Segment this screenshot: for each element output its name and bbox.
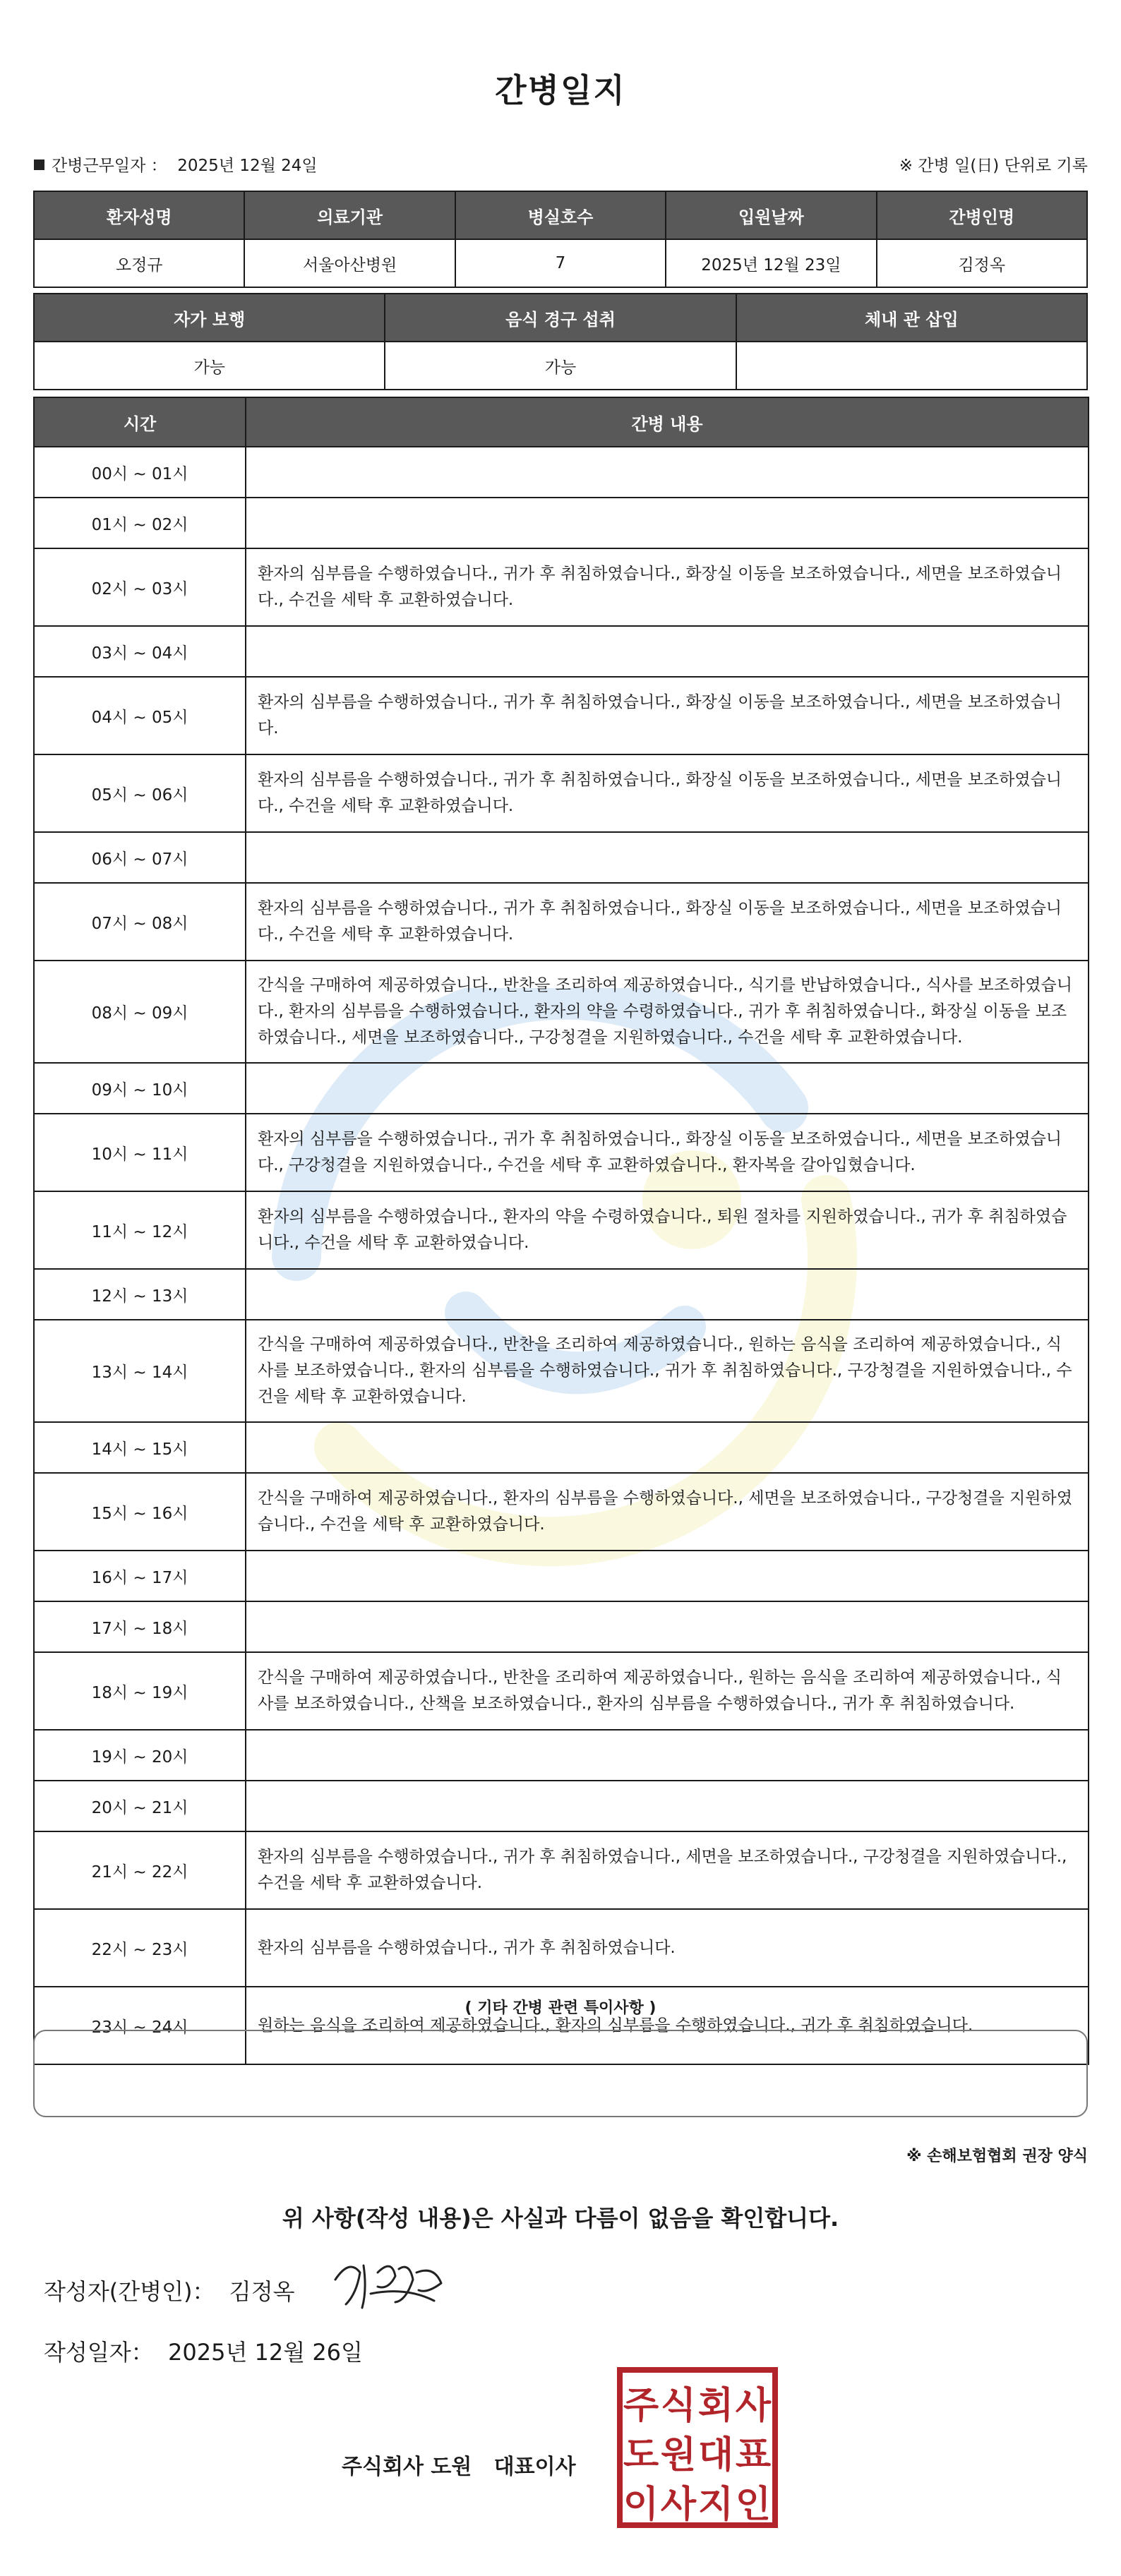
- work-date-line: [34, 152, 318, 176]
- log-row: [34, 447, 1089, 498]
- log-row: [34, 548, 1089, 626]
- log-time-cell: 04시 ~ 05시: [34, 677, 246, 754]
- info-header-row: [34, 191, 1087, 239]
- log-row: [34, 961, 1089, 1063]
- seal-character: 원: [660, 2434, 697, 2476]
- log-row: [34, 1422, 1089, 1473]
- log-content-cell: [246, 832, 1089, 883]
- unit-note: ※ 간병 일(日) 단위로 기록: [899, 157, 1088, 175]
- oral-intake-value: 가능: [385, 342, 736, 390]
- care-value-row: [34, 342, 1087, 390]
- header-room-number: 병실호수: [455, 191, 666, 239]
- log-time-cell: 19시 ~ 20시: [34, 1730, 246, 1781]
- self-walking-value: 가능: [34, 342, 385, 390]
- log-header-row: [34, 397, 1089, 447]
- hourly-care-log-table: [33, 397, 1089, 2065]
- log-row: [34, 1909, 1089, 1987]
- hospital-name: 서울아산병원: [244, 239, 455, 287]
- log-time-cell: 23시 ~ 24시: [34, 1987, 246, 2064]
- writer-label: 작성자(간병인)：: [44, 2278, 215, 2305]
- log-time-cell: 14시 ~ 15시: [34, 1422, 246, 1473]
- log-content-cell: 원하는 음식을 조리하여 제공하였습니다., 환자의 심부름을 수행하였습니다., 귀가 후 취침하였습니다.: [246, 1987, 1089, 2064]
- company-seal-stamp: [616, 2366, 779, 2529]
- written-date-line: [44, 2335, 363, 2367]
- log-time-cell: 03시 ~ 04시: [34, 626, 246, 677]
- writer-name: 김정옥: [229, 2278, 295, 2305]
- log-row: [34, 883, 1089, 961]
- log-row: [34, 754, 1089, 832]
- caregiver-name: 김정옥: [877, 239, 1087, 287]
- special-notes-title: ( 기타 간병 관련 특이사항 ): [464, 1999, 657, 2017]
- log-time-cell: 16시 ~ 17시: [34, 1551, 246, 1601]
- log-content-cell: 환자의 심부름을 수행하였습니다., 귀가 후 취침하였습니다., 세면을 보조하였습니다., 구강청결을 지원하였습니다., 수건을 세탁 후 교환하였습니다.: [246, 1831, 1089, 1909]
- log-row: [34, 1652, 1089, 1730]
- log-content-cell: [246, 498, 1089, 548]
- header-care-content: 간병 내용: [246, 397, 1089, 447]
- log-content-cell: 간식을 구매하여 제공하였습니다., 반찬을 조리하여 제공하였습니다., 원하는 음식을 조리하여 제공하였습니다., 식사를 보조하였습니다., 산책을 보조하였습니다., 환자의 심부름을 수행하였습니다., 귀가 후 취침하였습니다.: [246, 1652, 1089, 1730]
- log-row: [34, 498, 1089, 548]
- log-content-cell: [246, 1730, 1089, 1781]
- page-title: 간병일지: [495, 71, 626, 109]
- log-time-cell: 12시 ~ 13시: [34, 1269, 246, 1320]
- log-time-cell: 02시 ~ 03시: [34, 548, 246, 626]
- log-time-cell: 11시 ~ 12시: [34, 1191, 246, 1269]
- log-row: [34, 832, 1089, 883]
- header-time: 시간: [34, 397, 246, 447]
- log-row: [34, 626, 1089, 677]
- header-admission-date: 입원날짜: [666, 191, 876, 239]
- log-time-cell: 01시 ~ 02시: [34, 498, 246, 548]
- seal-character: 이: [623, 2484, 659, 2526]
- company-line: [342, 2449, 576, 2480]
- seal-character: 회: [697, 2385, 734, 2427]
- log-time-cell: 07시 ~ 08시: [34, 883, 246, 961]
- log-time-cell: 05시 ~ 06시: [34, 754, 246, 832]
- log-content-cell: 간식을 구매하여 제공하였습니다., 환자의 심부름을 수행하였습니다., 세면을 보조하였습니다., 구강청결을 지원하였습니다., 수건을 세탁 후 교환하였습니다.: [246, 1473, 1089, 1551]
- square-bullet-icon: [34, 160, 44, 170]
- header-tube-insertion: 체내 관 삽입: [736, 294, 1087, 342]
- room-number: 7: [455, 239, 666, 287]
- log-row: [34, 1730, 1089, 1781]
- log-time-cell: 17시 ~ 18시: [34, 1601, 246, 1652]
- log-time-cell: 09시 ~ 10시: [34, 1063, 246, 1114]
- care-header-row: [34, 294, 1087, 342]
- seal-character: 인: [735, 2484, 772, 2526]
- log-content-cell: [246, 1601, 1089, 1652]
- log-row: [34, 1781, 1089, 1831]
- log-row: [34, 1831, 1089, 1909]
- header-patient-name: 환자성명: [34, 191, 244, 239]
- log-content-cell: 간식을 구매하여 제공하였습니다., 반찬을 조리하여 제공하였습니다., 원하는 음식을 조리하여 제공하였습니다., 식사를 보조하였습니다., 환자의 심부름을 수행하였습니다., 귀가 후 취침하였습니다., 구강청결을 지원하였습니다., 수건을 세탁 후 교환하였습니다.: [246, 1320, 1089, 1422]
- log-content-cell: 간식을 구매하여 제공하였습니다., 반찬을 조리하여 제공하였습니다., 식기를 반납하였습니다., 식사를 보조하였습니다., 환자의 심부름을 수행하였습니다., 환자의 약을 수령하였습니다., 귀가 후 취침하였습니다., 화장실 이동을 보조하였습니다., 세면을 보조하였습니다., 구강청결을 지원하였습니다., 수건을 세탁 후 교환하였습니다.: [246, 961, 1089, 1063]
- work-date-value: 2025년 12월 24일: [177, 157, 318, 175]
- log-time-cell: 13시 ~ 14시: [34, 1320, 246, 1422]
- seal-character: 도: [623, 2434, 659, 2476]
- header-oral-intake: 음식 경구 섭취: [385, 294, 736, 342]
- seal-character: 표: [735, 2434, 772, 2476]
- seal-character: 식: [660, 2385, 697, 2427]
- log-content-cell: 환자의 심부름을 수행하였습니다., 귀가 후 취침하였습니다., 화장실 이동을 보조하였습니다., 세면을 보조하였습니다., 구강청결을 지원하였습니다., 수건을 세탁 후 교환하였습니다., 환자복을 갈아입혔습니다.: [246, 1114, 1089, 1191]
- recommend-note: ※ 손해보험협회 권장 양식: [906, 2148, 1088, 2165]
- seal-character: 지: [697, 2484, 734, 2526]
- log-content-cell: [246, 626, 1089, 677]
- written-date-value: 2025년 12월 26일: [168, 2339, 363, 2366]
- seal-character: 사: [660, 2484, 697, 2526]
- log-time-cell: 21시 ~ 22시: [34, 1831, 246, 1909]
- seal-character: 대: [697, 2434, 734, 2476]
- log-time-cell: 06시 ~ 07시: [34, 832, 246, 883]
- care-status-table: [33, 293, 1088, 390]
- log-time-cell: 00시 ~ 01시: [34, 447, 246, 498]
- log-row: [34, 677, 1089, 754]
- log-content-cell: 환자의 심부름을 수행하였습니다., 귀가 후 취침하였습니다.: [246, 1909, 1089, 1987]
- log-row: [34, 1063, 1089, 1114]
- log-content-cell: [246, 1781, 1089, 1831]
- log-content-cell: [246, 447, 1089, 498]
- written-date-label: 작성일자：: [44, 2339, 154, 2366]
- log-content-cell: [246, 1551, 1089, 1601]
- company-name: 주식회사 도원: [342, 2455, 472, 2479]
- log-row: [34, 1269, 1089, 1320]
- log-content-cell: 환자의 심부름을 수행하였습니다., 귀가 후 취침하였습니다., 화장실 이동을 보조하였습니다., 세면을 보조하였습니다., 수건을 세탁 후 교환하였습니다.: [246, 548, 1089, 626]
- log-time-cell: 08시 ~ 09시: [34, 961, 246, 1063]
- patient-name: 오정규: [34, 239, 244, 287]
- log-time-cell: 10시 ~ 11시: [34, 1114, 246, 1191]
- log-row: [34, 1320, 1089, 1422]
- log-time-cell: 15시 ~ 16시: [34, 1473, 246, 1551]
- seal-character: 주: [623, 2385, 659, 2427]
- confirmation-statement: 위 사항(작성 내용)은 사실과 다름이 없음을 확인합니다.: [282, 2205, 839, 2232]
- log-content-cell: [246, 1269, 1089, 1320]
- company-title: 대표이사: [493, 2455, 576, 2479]
- seal-character: 사: [735, 2385, 772, 2427]
- log-row: [34, 1114, 1089, 1191]
- admission-date: 2025년 12월 23일: [666, 239, 876, 287]
- header-hospital: 의료기관: [244, 191, 455, 239]
- log-time-cell: 18시 ~ 19시: [34, 1652, 246, 1730]
- log-content-cell: 환자의 심부름을 수행하였습니다., 귀가 후 취침하였습니다., 화장실 이동을 보조하였습니다., 세면을 보조하였습니다., 수건을 세탁 후 교환하였습니다.: [246, 754, 1089, 832]
- log-row: [34, 1551, 1089, 1601]
- work-date-label: 간병근무일자 ：: [52, 157, 167, 175]
- header-caregiver-name: 간병인명: [877, 191, 1087, 239]
- log-content-cell: [246, 1422, 1089, 1473]
- tube-insertion-value: [736, 342, 1087, 390]
- log-row: [34, 1191, 1089, 1269]
- log-time-cell: 20시 ~ 21시: [34, 1781, 246, 1831]
- special-notes-box: [33, 2030, 1088, 2117]
- log-time-cell: 22시 ~ 23시: [34, 1909, 246, 1987]
- writer-line: [44, 2274, 295, 2306]
- log-row: [34, 1473, 1089, 1551]
- log-content-cell: 환자의 심부름을 수행하였습니다., 귀가 후 취침하였습니다., 화장실 이동을 보조하였습니다., 세면을 보조하였습니다., 수건을 세탁 후 교환하였습니다.: [246, 883, 1089, 961]
- log-content-cell: 환자의 심부름을 수행하였습니다., 환자의 약을 수령하였습니다., 퇴원 절차를 지원하였습니다., 귀가 후 취침하였습니다., 수건을 세탁 후 교환하였습니다.: [246, 1191, 1089, 1269]
- log-row: [34, 1601, 1089, 1652]
- patient-info-table: [33, 191, 1088, 288]
- handwritten-signature: [328, 2251, 448, 2315]
- info-value-row: [34, 239, 1087, 287]
- header-self-walking: 자가 보행: [34, 294, 385, 342]
- log-content-cell: [246, 1063, 1089, 1114]
- log-content-cell: 환자의 심부름을 수행하였습니다., 귀가 후 취침하였습니다., 화장실 이동을 보조하였습니다., 세면을 보조하였습니다.: [246, 677, 1089, 754]
